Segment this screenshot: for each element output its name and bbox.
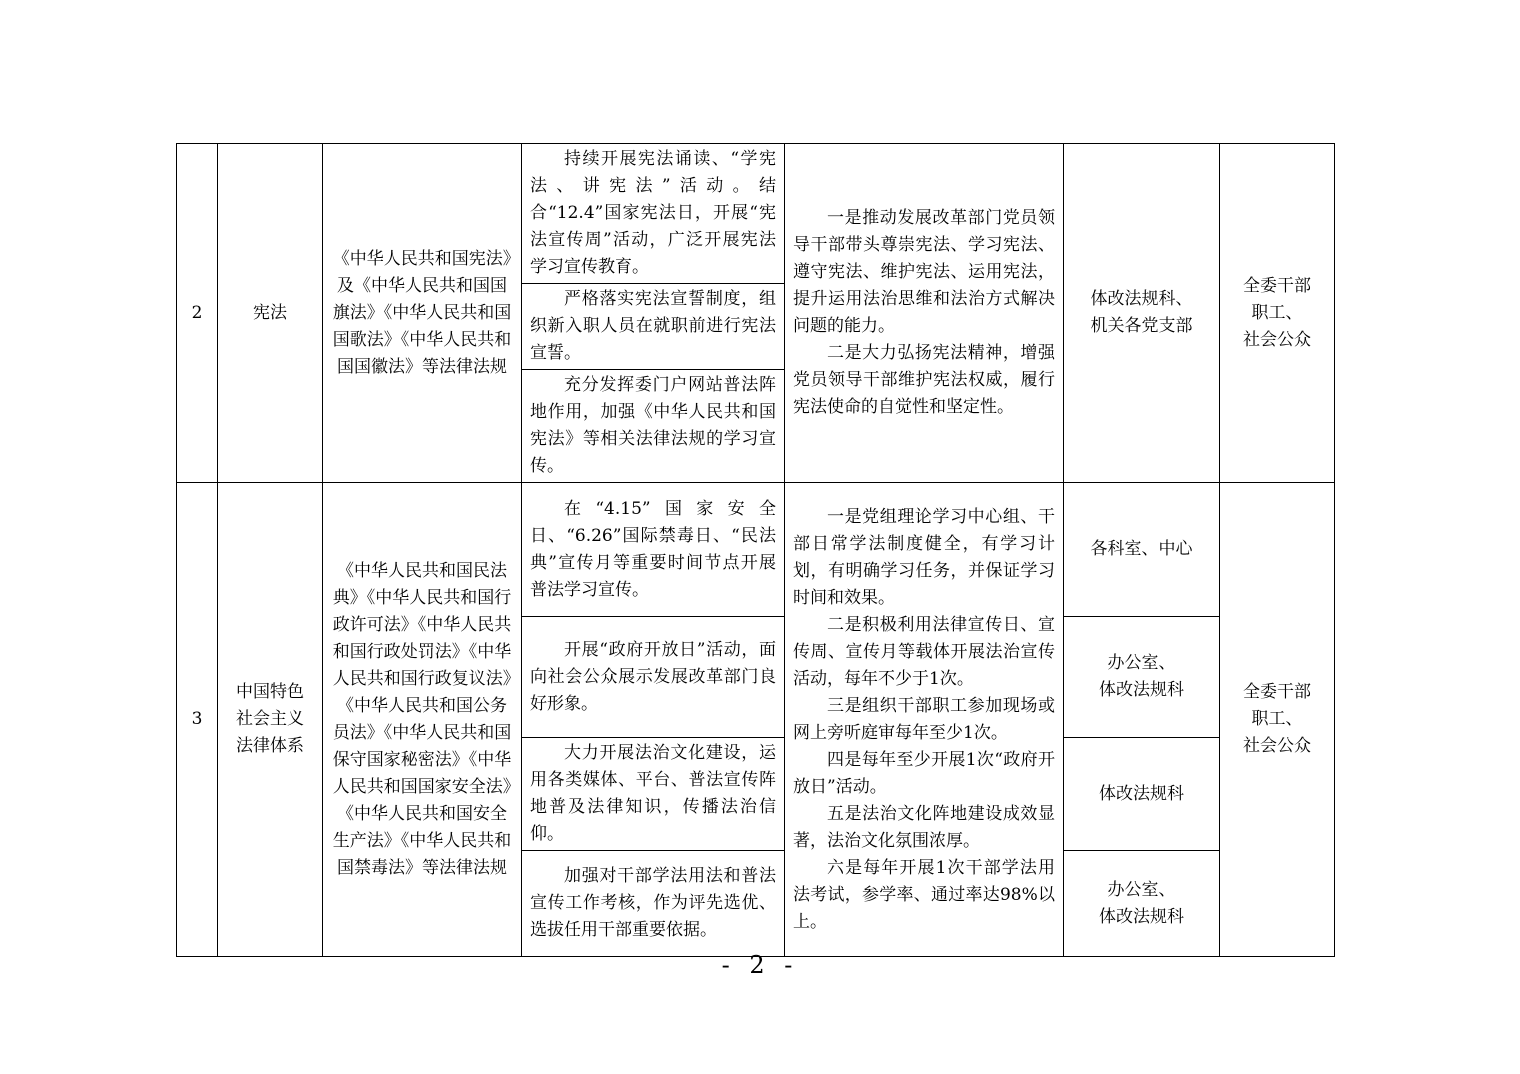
dept-cell	[1064, 617, 1220, 738]
table-row	[177, 483, 1335, 617]
dept-cell	[1064, 144, 1220, 483]
row-number: 2	[177, 144, 218, 483]
table-row	[177, 144, 1335, 284]
goal-item: 四是每年至少开展1次“政府开放日”活动。	[793, 749, 1055, 797]
measure-cell: 严格落实宪法宣誓制度，组织新入职人员在就职前进行宪法宣誓。	[522, 284, 785, 370]
dept-line: 体改法规科	[1099, 680, 1184, 700]
topic-line: 中国特色	[236, 682, 304, 702]
measure-cell: 开展“政府开放日”活动，面向社会公众展示发展改革部门良好形象。	[522, 617, 785, 738]
goal-item: 三是组织干部职工参加现场或网上旁听庭审每年至少1次。	[793, 695, 1055, 743]
dept-cell	[1064, 483, 1220, 617]
audience-line: 职工、	[1251, 302, 1303, 323]
goal-item: 二是积极利用法律宣传日、宣传周、宣传月等载体开展法治宣传活动，每年不少于1次。	[793, 614, 1055, 689]
measure-cell: 加强对干部学法用法和普法宣传工作考核，作为评先选优、选拔任用干部重要依据。	[522, 851, 785, 957]
audience-line: 社会公众	[1243, 736, 1311, 756]
goal-item: 二是大力弘扬宪法精神，增强党员领导干部维护宪法权威，履行宪法使命的自觉性和坚定性。	[793, 343, 1055, 417]
dept-line: 体改法规科	[1099, 783, 1184, 804]
goals-cell	[785, 144, 1064, 483]
audience-line: 社会公众	[1243, 329, 1311, 350]
goal-item: 一是推动发展改革部门党员领导干部带头尊崇宪法、学习宪法、遵守宪法、维护宪法、运用宪法，提升运用法治思维和法治方式解决问题的能力。	[793, 208, 1055, 336]
dept-line: 体改法规科	[1099, 906, 1184, 927]
goal-item: 六是每年开展1次干部学法用法考试，参学率、通过率达98%以上。	[793, 857, 1055, 932]
audience-line: 全委干部	[1243, 682, 1311, 702]
goal-item: 一是党组理论学习中心组、干部日常学法制度健全，有学习计划，有明确学习任务，并保证学习时间和效果。	[793, 506, 1055, 608]
dept-line: 办公室、	[1107, 879, 1176, 900]
topic-cell: 宪法	[218, 144, 323, 483]
row-number: 3	[177, 483, 218, 957]
topic-cell	[218, 483, 323, 957]
goal-item: 五是法治文化阵地建设成效显著，法治文化氛围浓厚。	[793, 803, 1055, 851]
plan-table	[176, 143, 1335, 957]
dept-line: 机关各党支部	[1090, 316, 1193, 336]
goals-cell	[785, 483, 1064, 957]
dept-line: 各科室、中心	[1090, 539, 1193, 559]
dept-line: 办公室、	[1107, 653, 1176, 673]
measure-cell: 大力开展法治文化建设，运用各类媒体、平台、普法宣传阵地普及法律知识，传播法治信仰。	[522, 738, 785, 851]
topic-line: 法律体系	[236, 736, 304, 756]
audience-line: 全委干部	[1243, 275, 1311, 296]
audience-line: 职工、	[1251, 709, 1303, 729]
measure-cell: 充分发挥委门户网站普法阵地作用，加强《中华人民共和国宪法》等相关法律法规的学习宣传。	[522, 370, 785, 483]
laws-cell: 《中华人民共和国宪法》及《中华人民共和国国旗法》《中华人民共和国国歌法》《中华人民共和国国徽法》等法律法规	[323, 144, 522, 483]
topic-line: 社会主义	[236, 709, 304, 729]
dept-cell	[1064, 738, 1220, 851]
dept-line: 体改法规科、	[1090, 289, 1193, 309]
measure-cell: 持续开展宪法诵读、“学宪法、讲宪法”活动。结合“12.4”国家宪法日，开展“宪法宣传周”活动，广泛开展宪法学习宣传教育。	[522, 144, 785, 284]
audience-cell	[1220, 144, 1335, 483]
measure-cell: 在“4.15”国家安全日、“6.26”国际禁毒日、“民法典”宣传月等重要时间节点开展普法学习宣传。	[522, 483, 785, 617]
audience-cell	[1220, 483, 1335, 957]
dept-cell	[1064, 851, 1220, 957]
page-number: - 2 -	[721, 951, 799, 979]
laws-cell: 《中华人民共和国民法典》《中华人民共和国行政许可法》《中华人民共和国行政处罚法》《中华人民共和国行政复议法》《中华人民共和国公务员法》《中华人民共和国保守国家秘密法》《中华人民共和国国家安全法》《中华人民共和国安全生产法》《中华人民共和国禁毒法》等法律法规	[323, 483, 522, 957]
